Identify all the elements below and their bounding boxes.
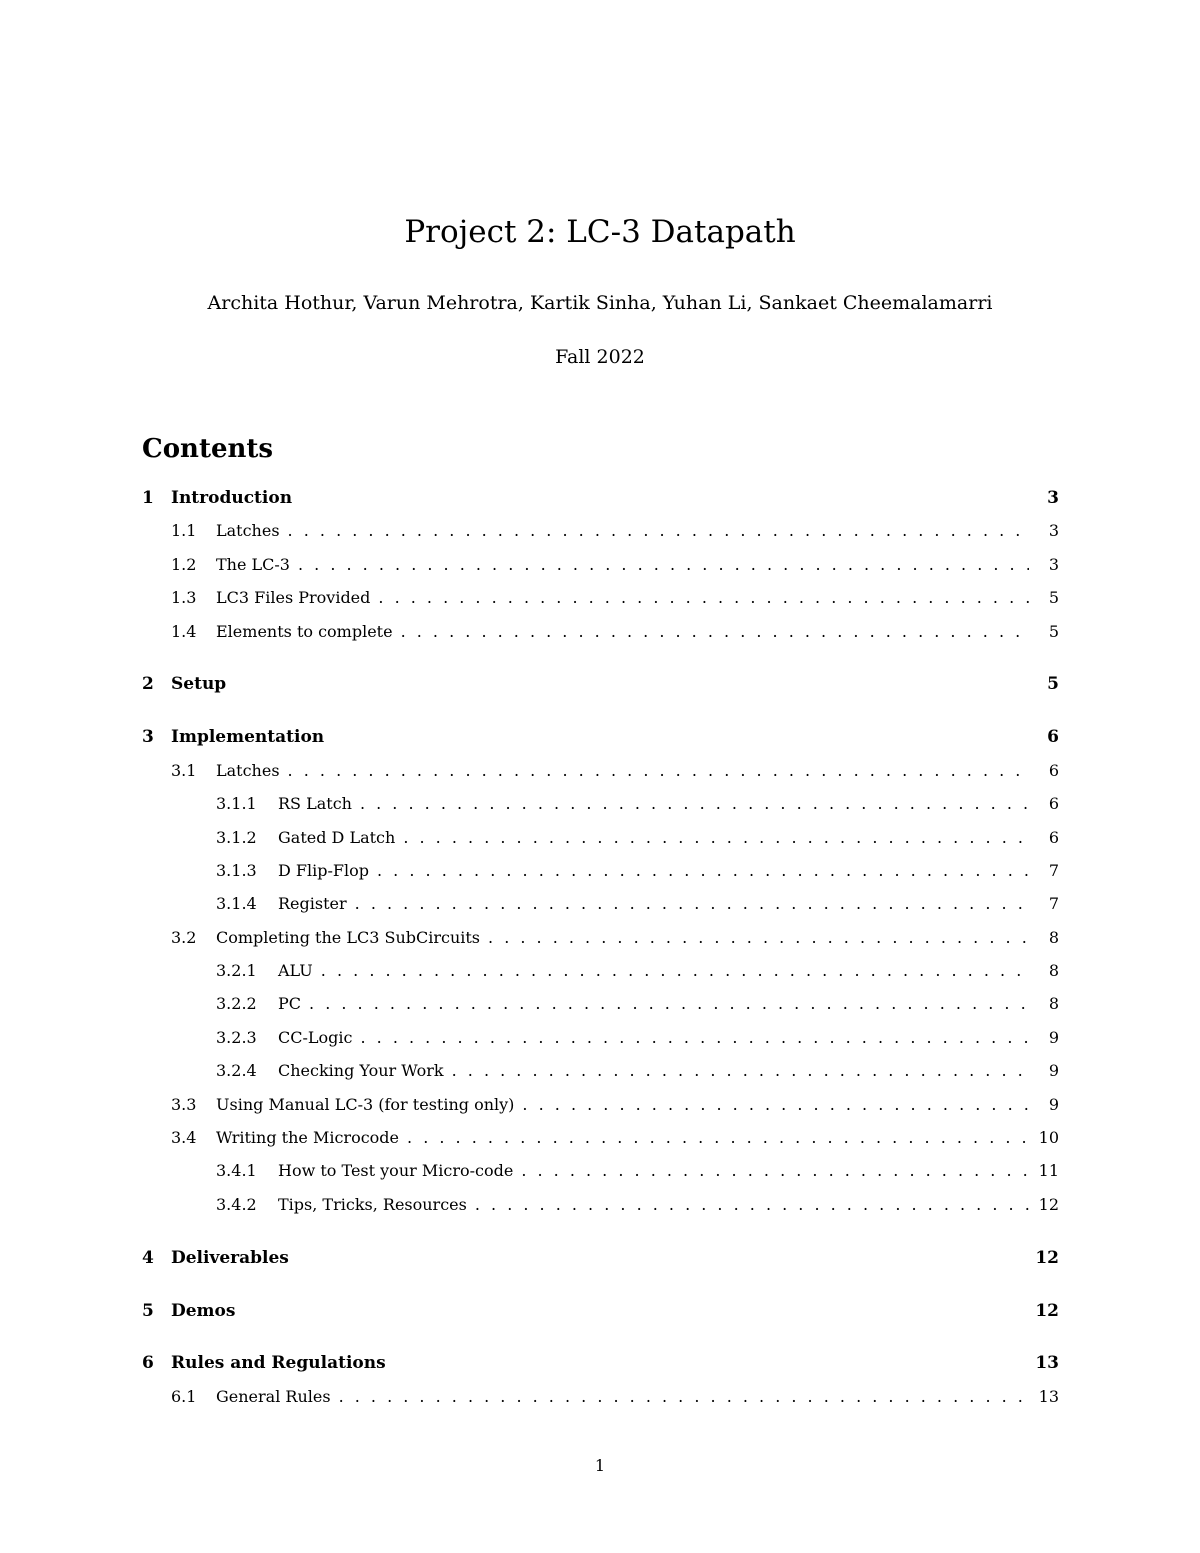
toc-entry-page: 13 bbox=[1035, 1353, 1059, 1374]
toc-entry[interactable] bbox=[142, 1195, 1059, 1228]
toc-entry[interactable] bbox=[142, 928, 1059, 961]
toc-entry-number: 1.2 bbox=[171, 554, 197, 574]
toc-entry-label: ALU bbox=[278, 961, 313, 981]
toc-entry[interactable] bbox=[142, 794, 1059, 827]
toc-entry[interactable] bbox=[142, 555, 1059, 588]
toc-entry-label: Rules and Regulations bbox=[171, 1353, 386, 1374]
toc-entry[interactable] bbox=[142, 488, 1059, 521]
toc-leader-dots bbox=[521, 1161, 1028, 1180]
toc-entry[interactable] bbox=[142, 1161, 1059, 1194]
toc-entry[interactable] bbox=[142, 1387, 1059, 1420]
toc-entry-page: 6 bbox=[1048, 794, 1059, 814]
toc-entry-page: 8 bbox=[1048, 994, 1059, 1014]
toc-entry-page: 5 bbox=[1048, 588, 1059, 608]
document-date: Fall 2022 bbox=[555, 346, 645, 368]
toc-entry-number: 1 bbox=[142, 488, 154, 508]
toc-entry-page: 12 bbox=[1035, 1247, 1059, 1268]
toc-entry-number: 3.2.2 bbox=[216, 994, 257, 1014]
toc-entry[interactable] bbox=[142, 727, 1059, 760]
toc-entry[interactable] bbox=[142, 1301, 1059, 1334]
toc-entry-page: 3 bbox=[1047, 488, 1059, 508]
toc-entry-page: 5 bbox=[1047, 674, 1059, 695]
toc-entry-number: 3.4.1 bbox=[216, 1161, 257, 1181]
toc-entry[interactable] bbox=[142, 1061, 1059, 1094]
toc-entry-label: Demos bbox=[171, 1300, 236, 1321]
toc-entry-page: 6 bbox=[1048, 760, 1059, 780]
toc-entry-page: 12 bbox=[1038, 1194, 1059, 1214]
toc-entry[interactable] bbox=[142, 1095, 1059, 1128]
toc-entry-number: 3 bbox=[142, 727, 154, 748]
toc-entry-number: 3.2 bbox=[171, 927, 197, 947]
toc-leader-dots bbox=[321, 961, 1029, 980]
toc-entry-page: 8 bbox=[1048, 961, 1059, 981]
toc-entry-label: Implementation bbox=[171, 727, 325, 748]
toc-entry[interactable] bbox=[142, 1353, 1059, 1386]
toc-entry-label: Latches bbox=[216, 760, 280, 780]
toc-entry[interactable] bbox=[142, 1248, 1059, 1281]
toc-entry-number: 2 bbox=[142, 674, 154, 695]
toc-entry-label: Tips, Tricks, Resources bbox=[278, 1194, 467, 1214]
toc-entry-number: 3.1.4 bbox=[216, 894, 257, 914]
toc-entry-page: 12 bbox=[1035, 1300, 1059, 1321]
table-of-contents bbox=[142, 488, 1059, 1420]
toc-entry-number: 5 bbox=[142, 1300, 154, 1321]
toc-entry-number: 4 bbox=[142, 1247, 154, 1268]
toc-entry-label: Writing the Microcode bbox=[216, 1128, 400, 1148]
toc-entry-label: D Flip-Flop bbox=[278, 860, 369, 880]
toc-entry-label: Elements to complete bbox=[216, 621, 393, 641]
toc-entry-page: 9 bbox=[1048, 1061, 1059, 1081]
toc-entry-page: 11 bbox=[1038, 1161, 1059, 1181]
toc-entry[interactable] bbox=[142, 994, 1059, 1027]
toc-entry-number: 3.1.1 bbox=[216, 794, 257, 814]
toc-entry-label: LC3 Files Provided bbox=[216, 588, 371, 608]
toc-leader-dots bbox=[407, 1128, 1029, 1147]
toc-entry-page: 6 bbox=[1048, 827, 1059, 847]
toc-entry-number: 3.4.2 bbox=[216, 1194, 257, 1214]
toc-entry-number: 1.3 bbox=[171, 588, 197, 608]
toc-entry-number: 3.1 bbox=[171, 760, 197, 780]
toc-entry-page: 5 bbox=[1048, 621, 1059, 641]
toc-entry-label: Deliverables bbox=[171, 1247, 289, 1268]
toc-entry-label: The LC-3 bbox=[216, 554, 290, 574]
toc-entry-number: 1.4 bbox=[171, 621, 197, 641]
document-title: Project 2: LC-3 Datapath bbox=[404, 214, 796, 250]
toc-entry-page: 3 bbox=[1048, 554, 1059, 574]
toc-entry-number: 3.1.3 bbox=[216, 860, 257, 880]
page-number: 1 bbox=[594, 1456, 606, 1475]
toc-entry-number: 3.3 bbox=[171, 1094, 197, 1114]
toc-entry-page: 13 bbox=[1038, 1386, 1059, 1406]
toc-entry-number: 6.1 bbox=[171, 1386, 197, 1406]
toc-leader-dots bbox=[475, 1195, 1029, 1214]
toc-entry-number: 3.2.4 bbox=[216, 1061, 257, 1081]
toc-entry-label: Checking Your Work bbox=[278, 1061, 444, 1081]
toc-leader-dots bbox=[401, 622, 1029, 641]
toc-entry-page: 3 bbox=[1048, 521, 1059, 541]
document-authors: Archita Hothur, Varun Mehrotra, Kartik Sinha, Yuhan Li, Sankaet Cheemalamarri bbox=[207, 292, 993, 314]
toc-entry-page: 7 bbox=[1048, 860, 1059, 880]
toc-entry-label: PC bbox=[278, 994, 302, 1014]
toc-entry-label: Latches bbox=[216, 521, 280, 541]
toc-entry-label: RS Latch bbox=[278, 794, 352, 814]
toc-leader-dots bbox=[452, 1061, 1029, 1080]
toc-entry[interactable] bbox=[142, 861, 1059, 894]
toc-entry-label: Introduction bbox=[171, 488, 293, 508]
toc-entry-number: 3.2.3 bbox=[216, 1027, 257, 1047]
toc-entry-number: 6 bbox=[142, 1353, 154, 1374]
toc-leader-dots bbox=[288, 521, 1029, 540]
toc-entry[interactable] bbox=[142, 961, 1059, 994]
toc-entry-label: Completing the LC3 SubCircuits bbox=[216, 927, 481, 947]
toc-entry[interactable] bbox=[142, 761, 1059, 794]
toc-entry-number: 3.1.2 bbox=[216, 827, 257, 847]
toc-entry-label: How to Test your Micro-code bbox=[278, 1161, 514, 1181]
toc-entry[interactable] bbox=[142, 1028, 1059, 1061]
toc-entry-number: 1.1 bbox=[171, 521, 197, 541]
toc-leader-dots bbox=[488, 928, 1029, 947]
toc-entry[interactable] bbox=[142, 828, 1059, 861]
toc-leader-dots bbox=[403, 828, 1029, 847]
toc-entry-number: 3.4 bbox=[171, 1128, 197, 1148]
toc-leader-dots bbox=[339, 1387, 1029, 1406]
toc-entry-page: 8 bbox=[1048, 927, 1059, 947]
toc-leader-dots bbox=[378, 588, 1029, 607]
toc-entry-page: 7 bbox=[1048, 894, 1059, 914]
toc-entry-label: Gated D Latch bbox=[278, 827, 396, 847]
toc-entry[interactable] bbox=[142, 674, 1059, 707]
toc-entry[interactable] bbox=[142, 894, 1059, 927]
toc-leader-dots bbox=[298, 555, 1029, 574]
toc-leader-dots bbox=[377, 861, 1029, 880]
toc-entry-page: 6 bbox=[1047, 727, 1059, 748]
toc-entry[interactable] bbox=[142, 588, 1059, 621]
toc-entry[interactable] bbox=[142, 521, 1059, 554]
toc-entry-page: 9 bbox=[1048, 1094, 1059, 1114]
toc-entry-number: 3.2.1 bbox=[216, 961, 257, 981]
toc-leader-dots bbox=[522, 1095, 1029, 1114]
toc-leader-dots bbox=[360, 794, 1029, 813]
toc-leader-dots bbox=[309, 994, 1029, 1013]
toc-leader-dots bbox=[355, 894, 1029, 913]
toc-leader-dots bbox=[360, 1028, 1029, 1047]
toc-entry-label: General Rules bbox=[216, 1386, 331, 1406]
toc-entry-label: Using Manual LC-3 (for testing only) bbox=[216, 1094, 515, 1114]
contents-heading: Contents bbox=[142, 434, 274, 464]
toc-entry-label: CC-Logic bbox=[278, 1027, 353, 1047]
toc-entry-label: Register bbox=[278, 894, 347, 914]
toc-entry[interactable] bbox=[142, 622, 1059, 655]
toc-entry[interactable] bbox=[142, 1128, 1059, 1161]
toc-leader-dots bbox=[288, 761, 1029, 780]
toc-entry-page: 9 bbox=[1048, 1027, 1059, 1047]
toc-entry-label: Setup bbox=[171, 674, 227, 695]
toc-entry-page: 10 bbox=[1038, 1128, 1059, 1148]
